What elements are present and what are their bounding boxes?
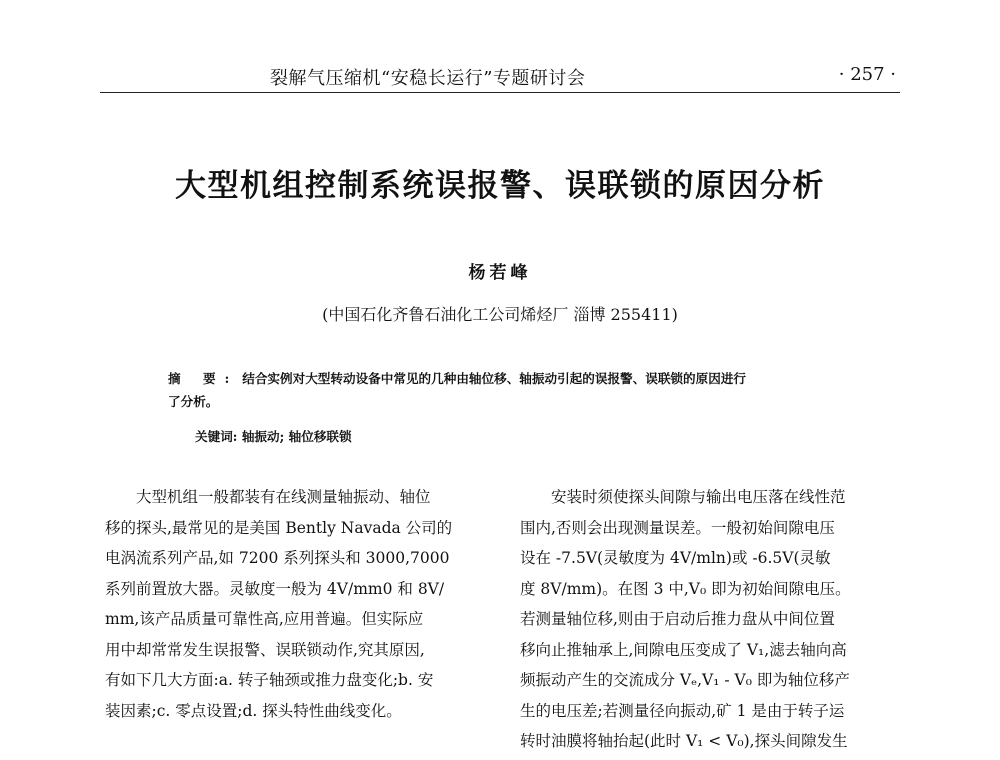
keywords-text: 轴振动; 轴位移联锁 xyxy=(241,429,352,444)
abstract xyxy=(168,367,858,413)
running-title: 裂解气压缩机“安稳长运行”专题研讨会 xyxy=(270,68,586,89)
body-line: 装因素;c. 零点设置;d. 探头特性曲线变化。 xyxy=(105,701,402,720)
abstract-text-line-1: 结合实例对大型转动设备中常见的几种由轴位移、轴振动引起的误报警、误联锁的原因进行 xyxy=(242,371,746,386)
body-line: 度 8V/mm)。在图 3 中,V₀ 即为初始间隙电压。 xyxy=(520,579,851,598)
author-affiliation: (中国石化齐鲁石油化工公司烯烃厂 淄博 255411) xyxy=(322,305,678,324)
running-header xyxy=(100,62,900,93)
body-line: mm,该产品质量可靠性高,应用普遍。但实际应 xyxy=(105,610,424,628)
author-name: 杨若峰 xyxy=(468,263,532,283)
body-line: 移的探头,最常见的是美国 Bently Navada 公司的 xyxy=(105,518,453,537)
body-line: 用中却常常发生误报警、误联锁动作,究其原因, xyxy=(105,640,425,659)
body-line: 若测量轴位移,则由于启动后推力盘从中间位置 xyxy=(520,610,835,628)
body-line: 安装时须使探头间隙与输出电压落在线性范 xyxy=(551,488,846,506)
body-right-column xyxy=(520,482,896,757)
body-line: 大型机组一般都装有在线测量轴振动、轴位 xyxy=(136,488,431,506)
page-number: · 257 · xyxy=(838,64,896,85)
body-left-column xyxy=(105,482,481,726)
article-title: 大型机组控制系统误报警、误联锁的原因分析 xyxy=(175,168,825,204)
body-line: 生的电压差;若测量径向振动,矿 1 是由于转子运 xyxy=(520,701,845,720)
body-line: 电涡流系列产品,如 7200 系列探头和 3000,7000 xyxy=(105,549,450,567)
keywords xyxy=(195,426,352,445)
keywords-label: 关键词: xyxy=(195,429,238,444)
abstract-label: 摘 要: xyxy=(168,371,239,386)
body-line: 系列前置放大器。灵敏度一般为 4V/mm0 和 8V/ xyxy=(105,579,445,598)
body-line: 频振动产生的交流成分 Vₑ,V₁ - V₀ 即为轴位移产 xyxy=(520,671,850,689)
body-line: 有如下几大方面:a. 转子轴颈或推力盘变化;b. 安 xyxy=(105,671,434,689)
body-line: 围内,否则会出现测量误差。一般初始间隙电压 xyxy=(520,518,835,537)
body-line: 转时油膜将轴抬起(此时 V₁ < V₀),探头间隙发生 xyxy=(520,732,848,750)
abstract-text-line-2: 了分析。 xyxy=(168,394,219,409)
body-line: 移向止推轴承上,间隙电压变成了 V₁,滤去轴向高 xyxy=(520,640,847,659)
body-line: 设在 -7.5V(灵敏度为 4V/mln)或 -6.5V(灵敏 xyxy=(520,549,831,567)
